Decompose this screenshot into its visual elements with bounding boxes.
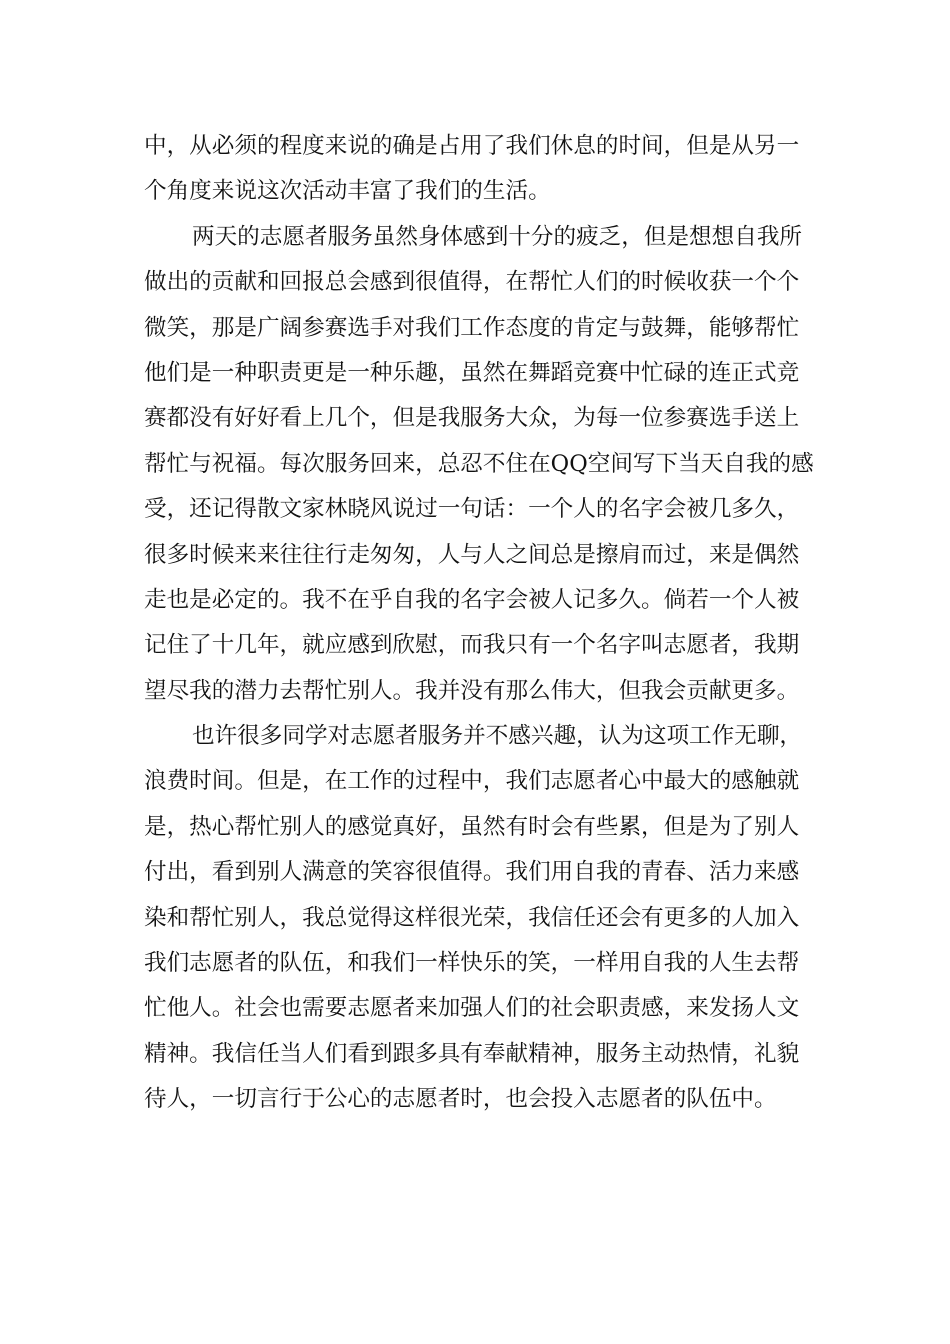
text-line: 忙他人。社会也需要志愿者来加强人们的社会职责感，来发扬人文 bbox=[144, 995, 800, 1022]
text-line: 微笑，那是广阔参赛选手对我们工作态度的肯定与鼓舞，能够帮忙 bbox=[144, 314, 800, 341]
text-line: 浪费时间。但是，在工作的过程中，我们志愿者心中最大的感触就 bbox=[144, 768, 800, 795]
text-line: 精神。我信任当人们看到跟多具有奉献精神，服务主动热情，礼貌 bbox=[144, 1040, 800, 1067]
text-line: 待人，一切言行于公心的志愿者时，也会投入志愿者的队伍中。 bbox=[144, 1086, 777, 1113]
text-line: 记住了十几年，就应感到欣慰，而我只有一个名字叫志愿者，我期 bbox=[144, 632, 800, 659]
text-line: 付出，看到别人满意的笑容很值得。我们用自我的青春、活力来感 bbox=[144, 859, 800, 886]
text-line: 个角度来说这次活动丰富了我们的生活。 bbox=[144, 178, 551, 205]
text-line: 很多时候来来往往行走匆匆，人与人之间总是擦肩而过，来是偶然 bbox=[144, 541, 800, 568]
text-line: 赛都没有好好看上几个，但是我服务大众，为每一位参赛选手送上 bbox=[144, 405, 800, 432]
text-line: 做出的贡献和回报总会感到很值得，在帮忙人们的时候收获一个个 bbox=[144, 269, 800, 296]
text-line: 帮忙与祝福。每次服务回来，总忍不住在QQ空间写下当天自我的感 bbox=[144, 450, 814, 477]
text-line: 走也是必定的。我不在乎自我的名字会被人记多久。倘若一个人被 bbox=[144, 586, 800, 613]
text-line: 他们是一种职责更是一种乐趣，虽然在舞蹈竞赛中忙碌的连正式竞 bbox=[144, 359, 800, 386]
paragraph-first-line: 也许很多同学对志愿者服务并不感兴趣，认为这项工作无聊， bbox=[192, 723, 803, 750]
text-line: 中，从必须的程度来说的确是占用了我们休息的时间，但是从另一 bbox=[144, 133, 800, 159]
text-line: 染和帮忙别人，我总觉得这样很光荣，我信任还会有更多的人加入 bbox=[144, 904, 800, 931]
paragraph-first-line: 两天的志愿者服务虽然身体感到十分的疲乏，但是想想自我所 bbox=[192, 223, 803, 250]
text-line: 受，还记得散文家林晓风说过一句话：一个人的名字会被几多久， bbox=[144, 496, 800, 523]
text-line: 是，热心帮忙别人的感觉真好，虽然有时会有些累，但是为了别人 bbox=[144, 813, 800, 840]
text-line: 望尽我的潜力去帮忙别人。我并没有那么伟大，但我会贡献更多。 bbox=[144, 677, 800, 704]
document-body-text bbox=[144, 124, 814, 1123]
text-line: 我们志愿者的队伍，和我们一样快乐的笑，一样用自我的人生去帮 bbox=[144, 950, 800, 977]
